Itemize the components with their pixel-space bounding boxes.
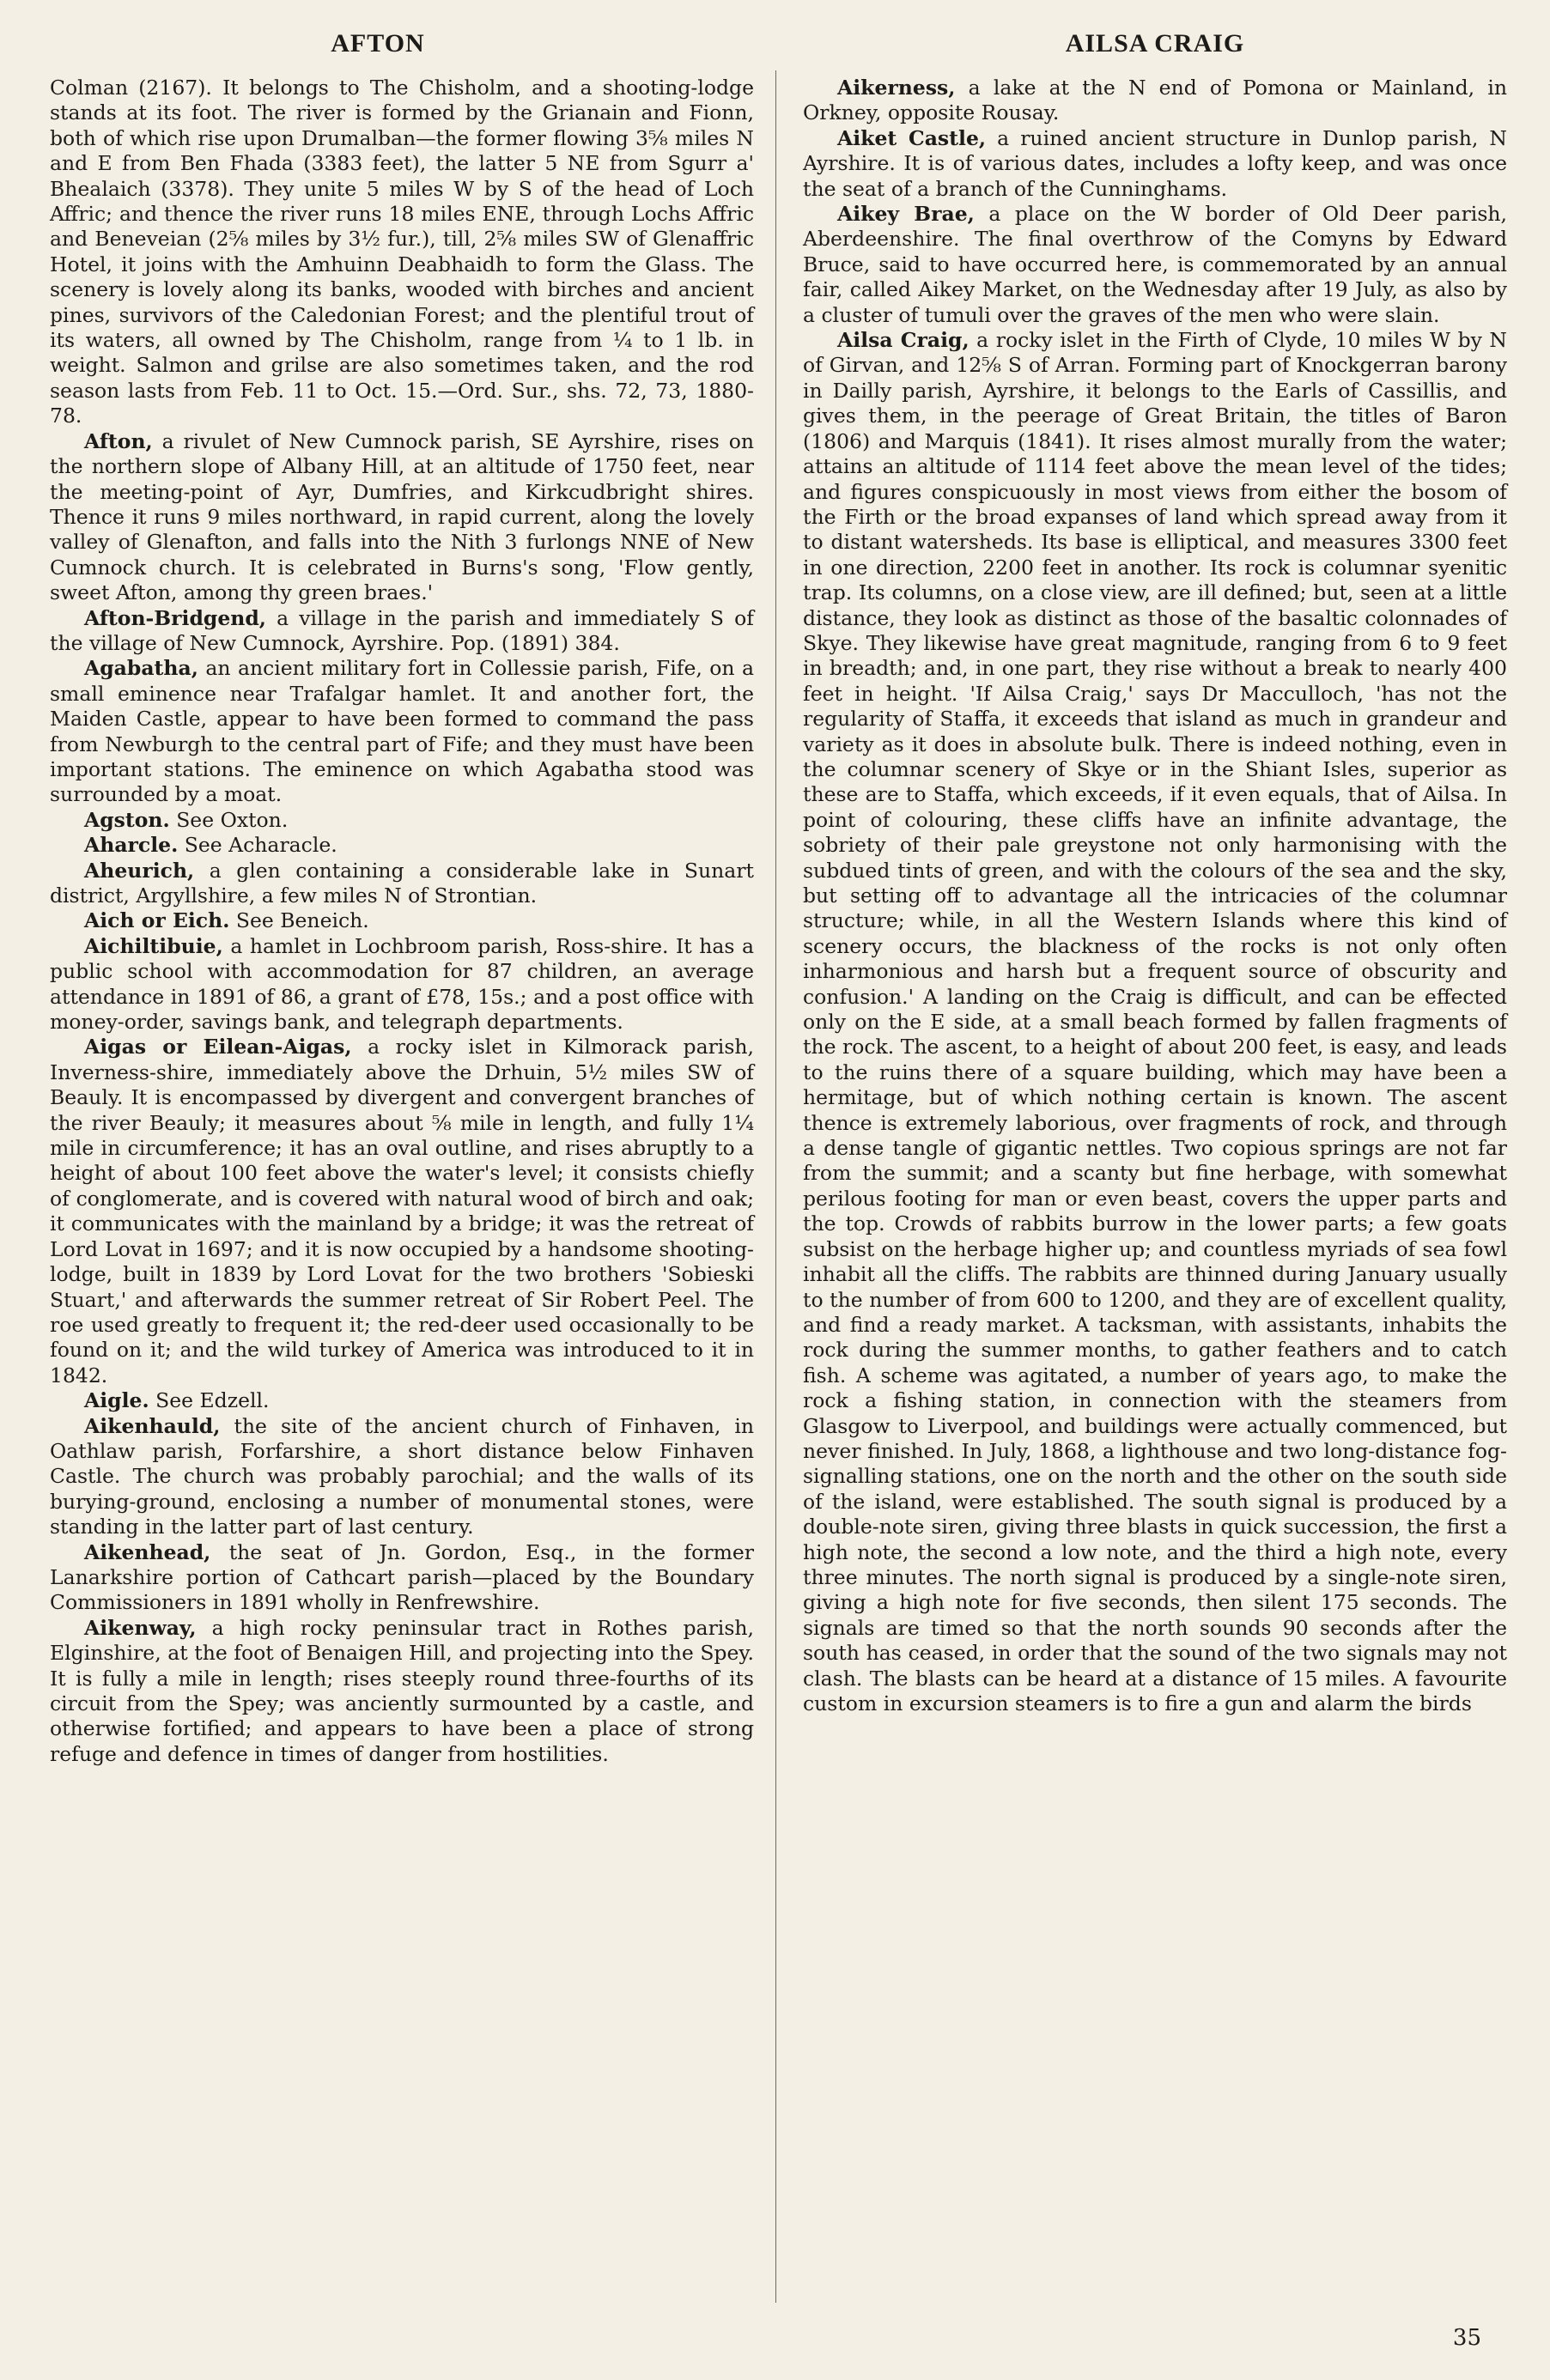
entry-text: an ancient military fort in Collessie parish, Fife, on a small eminence near Trafalgar hamlet. It and another fort, the Maiden Castle, appear to have been formed to command the pass from Newburgh to the central part of Fife; and they must have been important stations. The eminence on which Agabatha stood was surrounded by a moat.: [50, 656, 754, 807]
entry-text: the seat of Jn. Gordon, Esq., in the former Lanarkshire portion of Cathcart parish—placed by the Boundary Commissioners in 1891 wholly in Renfrewshire.: [50, 1539, 754, 1615]
gazetteer-entry: [50, 934, 754, 1035]
gazetteer-entry: [50, 1616, 754, 1767]
entry-headword: Aikenhead,: [84, 1539, 211, 1564]
gazetteer-entry: [50, 429, 754, 606]
entry-text: a glen containing a considerable lake in Sunart district, Argyllshire, a few miles N of Strontian.: [50, 858, 754, 908]
entry-text: a rocky islet in Kilmorack parish, Inverness-shire, immediately above the Drhuin, 5½ miles SW of Beauly. It is encompassed by divergent and convergent branches of the river Beauly; it measures about ⅝ mile in length, and fully 1¼ mile in circumference; it has an oval outline, and rises abruptly to a height of about 100 feet above the water's level; it consists chiefly of conglomerate, and is covered with natural wood of birch and oak; it communicates with the mainland by a bridge; it was the retreat of Lord Lovat in 1697; and it is now occupied by a handsome shooting-lodge, built in 1839 by Lord Lovat for the two brothers 'Sobieski Stuart,' and afterwards the summer retreat of Sir Robert Peel. The roe used greatly to frequent it; the red-deer used occasionally to be found on it; and the wild turkey of America was introduced to it in 1842.: [50, 1035, 754, 1387]
entry-headword: Aich or Eich.: [84, 908, 230, 933]
entry-headword: Ailsa Craig,: [837, 328, 970, 353]
gazetteer-entry: [50, 1388, 754, 1413]
gazetteer-entry: [50, 1035, 754, 1388]
gazetteer-entry: [803, 126, 1507, 202]
entry-text: a village in the parish and immediately S of the village of New Cumnock, Ayrshire. Pop. (1891) 384.: [50, 605, 754, 655]
entry-headword: Agston.: [84, 807, 170, 832]
entry-text: the site of the ancient church of Finhaven, in Oathlaw parish, Forfarshire, a short distance below Finhaven Castle. The church was probably parochial; and the walls of its burying-ground, enclosing a number of monumental stones, were standing in the latter part of last century.: [50, 1413, 754, 1539]
entry-text: a lake at the N end of Pomona or Mainland, in Orkney, opposite Rousay.: [803, 76, 1507, 125]
page-number: 35: [1452, 2325, 1481, 2351]
entry-text: See Oxton.: [176, 807, 289, 832]
entry-headword: Aikenhauld,: [84, 1413, 221, 1438]
entry-headword: Aharcle.: [84, 833, 179, 858]
entry-text: See Acharacle.: [184, 833, 337, 858]
gazetteer-entry: [50, 1540, 754, 1616]
entry-text: a rocky islet in the Firth of Clyde, 10 miles W by N of Girvan, and 12⅝ S of Arran. Forming part of Knockgerran barony in Dailly parish, Ayrshire, it belongs to the Earls of Cassillis, and gives them, in the peerage of Great Britain, the titles of Baron (1806) and Marquis (1841). It rises almost murally from the water; attains an altitude of 1114 feet above the mean level of the tides; and figures conspicuously in most views from either the bosom of the Firth or the broad expanses of land which spread away from it to distant watersheds. Its base is elliptical, and measures 3300 feet in one direction, 2200 feet in another. Its rock is columnar syenitic trap. Its columns, on a close view, are ill defined; but, seen at a little distance, they look as distinct as those of the basaltic colonnades of Skye. They likewise have great magnitude, ranging from 6 to 9 feet in breadth; and, in one part, they rise without a break to nearly 400 feet in height. 'If Ailsa Craig,' says Dr Macculloch, 'has not the regularity of Staffa, it exceeds that island as much in grandeur and variety as it does in absolute bulk. There is indeed nothing, even in the columnar scenery of Skye or in the Shiant Isles, superior as these are to Staffa, which exceeds, if it even equals, that of Ailsa. In point of colouring, these cliffs have an infinite advantage, the sobriety of their pale greystone not only harmonising with the subdued tints of green, and with the colours of the sea and the sky, but setting off to advantage all the intricacies of the columnar structure; while, in all the Western Islands where this kind of scenery occurs, the blackness of the rocks is not only often inharmonious and harsh but a frequent source of obscurity and confusion.' A landing on the Craig is difficult, and can be effected only on the E side, at a small beach formed by fallen fragments of the rock. The ascent, to a height of about 200 feet, is easy, and leads to the ruins there of a square building, which may have been a hermitage, but of which nothing certain is known. The ascent thence is extremely laborious, over fragments of rock, and through a dense tangle of gigantic nettles. Two copious springs are not far from the summit; and a scanty but fine herbage, with somewhat perilous footing for man or even beast, covers the upper parts and the top. Crowds of rabbits burrow in the lower parts; a few goats subsist on the herbage higher up; and countless myriads of sea fowl inhabit all the cliffs. The rabbits are thinned during January usually to the number of from 600 to 1200, and they are of excellent quality, and find a ready market. A tacksman, with assistants, inhabits the rock during the summer months, to gather feathers and to catch fish. A scheme was agitated, a number of years ago, to make the rock a fishing station, in connection with the steamers from Glasgow to Liverpool, and buildings were actually commenced, but never finished. In July, 1868, a lighthouse and two long-distance fog-signalling stations, one on the north and the other on the south side of the island, were established. The south signal is produced by a double-note siren, giving three blasts in quick succession, the first a high note, the second a low note, and the third a high note, every three minutes. The north signal is produced by a single-note siren, giving a high note for five seconds, then silent 175 seconds. The signals are timed so that the north sounds 90 seconds after the south has ceased, in order that the sound of the two signals may not clash. The blasts can be heard at a distance of 15 miles. A favourite custom in excursion steamers is to fire a gun and alarm the birds: [803, 328, 1507, 1715]
entry-headword: Aichiltibuie,: [84, 933, 223, 958]
entry-text: a place on the W border of Old Deer parish, Aberdeenshire. The final overthrow of the Comyns by Edward Bruce, said to have occurred here, is commemorated by an annual fair, called Aikey Market, on the Wednesday after 19 July, as also by a cluster of tumuli over the graves of the men who were slain.: [803, 202, 1507, 327]
gazetteer-entry: [50, 76, 754, 429]
entry-headword: Aikenway,: [84, 1615, 197, 1640]
entry-headword: Aikerness,: [837, 76, 956, 100]
gazetteer-entry: [50, 656, 754, 807]
entry-text: a rivulet of New Cumnock parish, SE Ayrshire, rises on the northern slope of Albany Hill, at an altitude of 1750 feet, near the meeting-point of Ayr, Dumfries, and Kirkcudbright shires. Thence it runs 9 miles northward, in rapid current, along the lovely valley of Glenafton, and falls into the Nith 3 furlongs NNE of New Cumnock church. It is celebrated in Burns's song, 'Flow gently, sweet Afton, among thy green braes.': [50, 428, 754, 605]
entry-headword: Afton,: [84, 428, 153, 453]
column-divider: [775, 70, 776, 2303]
gazetteer-entry: [50, 908, 754, 933]
right-column: [803, 76, 1507, 1716]
running-head-right: AILSA CRAIG: [1065, 29, 1245, 58]
gazetteer-entry: [50, 808, 754, 833]
entry-headword: Aiket Castle,: [837, 125, 987, 150]
entry-text: a hamlet in Lochbroom parish, Ross-shire. It has a public school with accommodation for 87 children, an average attendance in 1891 of 86, a grant of £78, 15s.; and a post office with money-order, savings bank, and telegraph departments.: [50, 933, 754, 1035]
gazetteer-entry: [50, 833, 754, 858]
running-head-left: AFTON: [331, 29, 425, 58]
entry-headword: Aigas or Eilean-Aigas,: [84, 1035, 352, 1059]
gazetteer-entry: [50, 859, 754, 909]
entry-text: a ruined ancient structure in Dunlop parish, N Ayrshire. It is of various dates, includes a lofty keep, and was once the seat of a branch of the Cunninghams.: [803, 125, 1507, 201]
entry-text: See Beneich.: [235, 908, 369, 933]
entry-headword: Aigle.: [84, 1388, 149, 1413]
entry-headword: Aikey Brae,: [837, 202, 975, 227]
gazetteer-entry: [803, 202, 1507, 328]
entry-headword: Agabatha,: [84, 656, 198, 681]
entry-headword: Afton-Bridgend,: [84, 605, 266, 630]
entry-text: a high rocky peninsular tract in Rothes parish, Elginshire, at the foot of Benaigen Hill, and projecting into the Spey. It is fully a mile in length; rises steeply round three-fourths of its circuit from the Spey; was anciently surmounted by a castle, and otherwise fortified; and appears to have been a place of strong refuge and defence in times of danger from hostilities.: [50, 1615, 754, 1766]
entry-headword: Aheurich,: [84, 858, 195, 883]
gazetteer-entry: [50, 606, 754, 657]
entry-text: See Edzell.: [155, 1388, 270, 1413]
gazetteer-entry: [803, 76, 1507, 126]
gazetteer-entry: [803, 328, 1507, 1716]
left-column: [50, 76, 754, 1767]
gazetteer-entry: [50, 1414, 754, 1540]
entry-text: Colman (2167). It belongs to The Chisholm, and a shooting-lodge stands at its foot. The river is formed by the Grianain and Fionn, both of which rise upon Drumalban—the former flowing 3⅝ miles N and E from Ben Fhada (3383 feet), the latter 5 NE from Sgurr a' Bhealaich (3378). They unite 5 miles W by S of the head of Loch Affric; and thence the river runs 18 miles ENE, through Lochs Affric and Beneveian (2⅝ miles by 3½ fur.), till, 2⅝ miles SW of Glenaffric Hotel, it joins with the Amhuinn Deabhaidh to form the Glass. The scenery is lovely along its banks, wooded with birches and ancient pines, survivors of the Caledonian Forest; and the plentiful trout of its waters, all owned by The Chisholm, range from ¼ to 1 lb. in weight. Salmon and grilse are also sometimes taken, and the rod season lasts from Feb. 11 to Oct. 15.—Ord. Sur., shs. 72, 73, 1880-78.: [50, 76, 754, 428]
